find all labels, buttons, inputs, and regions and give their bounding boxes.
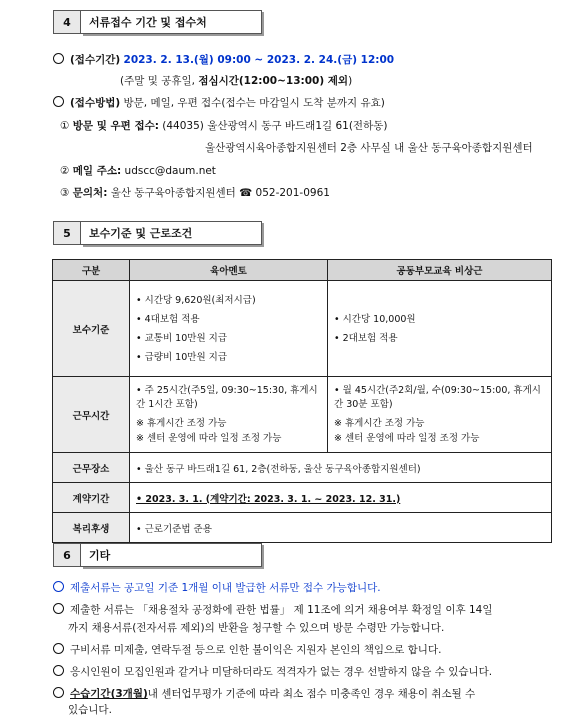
pay-label: 보수기준 xyxy=(53,281,130,377)
hours-mentor: • 주 25시간(주5일, 09:30~15:30, 휴게시간 1시간 포함) ※ 휴게시간 조정 가능 ※ 센터 운영에 따라 일정 조정 가능 xyxy=(130,377,328,453)
method-line: (접수방법) 방문, 메일, 우편 접수(접수는 마감일시 도착 분까지 유효) xyxy=(53,95,385,110)
note-1: 제출서류는 공고일 기준 1개월 이내 발급한 서류만 접수 가능합니다. xyxy=(53,580,381,595)
contract-label: 계약기간 xyxy=(53,483,130,513)
hours-parent: • 월 45시간(주2회/월, 수(09:30~15:00, 휴게시간 30분 포함) ※ 휴게시간 조정 가능 ※ 센터 운영에 따라 일정 조정 가능 xyxy=(328,377,552,453)
inquiry-line: ③ 문의처: 울산 동구육아종합지원센터 ☎ 052-201-0961 xyxy=(60,187,330,199)
note-2: 제출한 서류는 「채용절차 공정화에 관한 법률」 제 11조에 의거 채용여부 확정일 이후 14일 xyxy=(53,602,493,617)
section-title: 서류접수 기간 및 접수처 xyxy=(81,10,262,34)
pay-parent: • 시간당 10,000원 • 2대보험 적용 xyxy=(328,281,552,377)
note-3: 구비서류 미제출, 연락두절 등으로 인한 불이익은 지원자 본인의 책임으로 합니다. xyxy=(53,642,441,657)
section-number: 6 xyxy=(53,543,81,567)
welfare-value: • 근로기준법 준용 xyxy=(130,513,552,543)
contract-value: • 2023. 3. 1. (계약기간: 2023. 3. 1. ~ 2023. 12. 31.) xyxy=(130,483,552,513)
circle-bullet-icon xyxy=(53,643,64,654)
circle-bullet-icon xyxy=(53,603,64,614)
visit-addr2: 울산광역시육아종합지원센터 2층 사무실 내 울산 동구육아종합지원센터 xyxy=(205,142,533,154)
section-title: 보수기준 및 근로조건 xyxy=(81,221,262,245)
section6-header xyxy=(53,543,262,567)
mail-line: ② 메일 주소: udscc@daum.net xyxy=(60,165,216,177)
period-value: 2023. 2. 13.(월) 09:00 ~ 2023. 2. 24.(금) 12:00 xyxy=(123,54,395,66)
section-title: 기타 xyxy=(81,543,262,567)
period-line: (접수기간) 2023. 2. 13.(월) 09:00 ~ 2023. 2. 24.(금) 12:00 xyxy=(53,52,394,67)
hours-label: 근무시간 xyxy=(53,377,130,453)
table-row xyxy=(53,453,552,483)
table-row xyxy=(53,483,552,513)
circle-bullet-icon xyxy=(53,581,64,592)
welfare-label: 복리후생 xyxy=(53,513,130,543)
note-5c: 있습니다. xyxy=(68,704,112,716)
note-2b: 까지 채용서류(전자서류 제외)의 반환을 청구할 수 있으며 방문 수령만 가능합니다. xyxy=(68,622,445,634)
section-number: 4 xyxy=(53,10,81,34)
section5-header xyxy=(53,221,262,245)
header-mentor: 육아멘토 xyxy=(130,260,328,281)
visit-line: ① 방문 및 우편 접수: (44035) 울산광역시 동구 바드래1길 61(전하동) xyxy=(60,120,388,132)
conditions-table xyxy=(52,259,552,543)
place-value: • 울산 동구 바드래1길 61, 2층(전하동, 울산 동구육아종합지원센터) xyxy=(130,453,552,483)
circle-bullet-icon xyxy=(53,665,64,676)
section-number: 5 xyxy=(53,221,81,245)
section4-header xyxy=(53,10,262,34)
circle-bullet-icon xyxy=(53,687,64,698)
table-row xyxy=(53,281,552,377)
circle-bullet-icon xyxy=(53,96,64,107)
period-note: (주말 및 공휴일, 점심시간(12:00~13:00) 제외) xyxy=(120,75,353,87)
pay-mentor: • 시간당 9,620원(최저시급) • 4대보험 적용 • 교통비 10만원 지급 • 급량비 10만원 지급 xyxy=(130,281,328,377)
table-row xyxy=(53,513,552,543)
circle-bullet-icon xyxy=(53,53,64,64)
table-row xyxy=(53,377,552,453)
table-header-row xyxy=(53,260,552,281)
header-category: 구분 xyxy=(53,260,130,281)
note-4: 응시인원이 모집인원과 같거나 미달하더라도 적격자가 없는 경우 선발하지 않을 수 있습니다. xyxy=(53,664,492,679)
header-parent: 공동부모교육 비상근 xyxy=(328,260,552,281)
place-label: 근무장소 xyxy=(53,453,130,483)
note-5: 수습기간(3개월)내 센터업무평가 기준에 따라 최소 점수 미충족인 경우 채용이 취소될 수 xyxy=(53,686,475,701)
